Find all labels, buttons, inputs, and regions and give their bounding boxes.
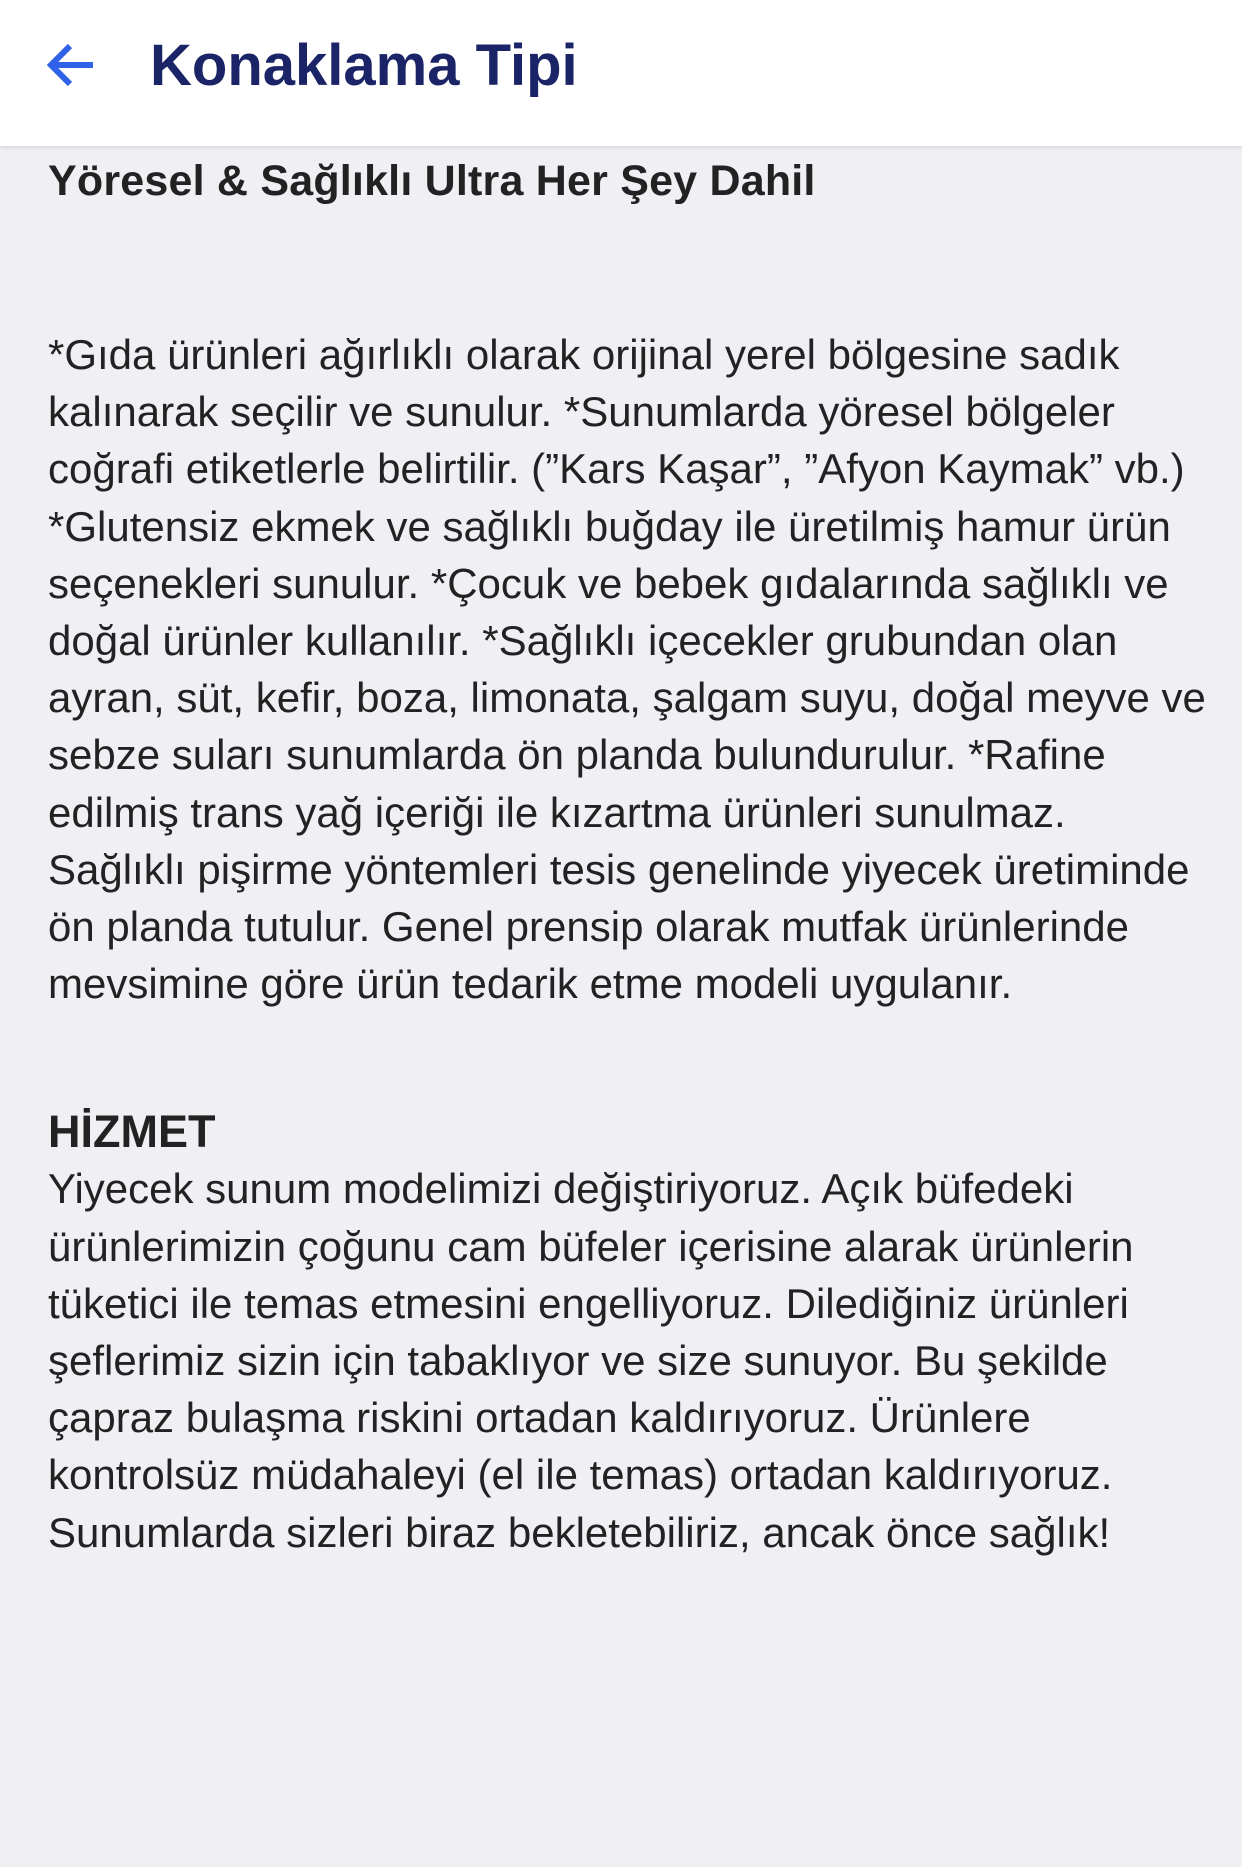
page-title: Konaklama Tipi — [150, 33, 578, 98]
back-button[interactable] — [38, 32, 104, 98]
hizmet-text: Yiyecek sunum modelimizi değiştiriyoruz. Açık büfedeki ürünlerimizin çoğunu cam büfeler içerisine alarak ürünlerin tüketici ile temas etmesini engelliyoruz. Dilediğiniz ürünleri şeflerimiz sizin için tabaklıyor ve size sunuyor. Bu şekilde çapraz bulaşma riskini ortadan kaldırıyoruz. Ürünlere kontrolsüz müdahaleyi (el ile temas) ortadan kaldırıyoruz. Sunumlarda sizleri biraz bekletebiliriz, ancak önce sağlık! — [48, 1165, 1134, 1556]
app-bar — [0, 0, 1242, 146]
section-title: Yöresel & Sağlıklı Ultra Her Şey Dahil — [48, 157, 816, 205]
hizmet-heading: HİZMET — [48, 1106, 216, 1158]
description-text: *Gıda ürünleri ağırlıklı olarak orijinal yerel bölgesine sadık kalınarak seçilir ve sunulur. *Sunumlarda yöresel bölgeler coğrafi etiketlerle belirtilir. (”Kars Kaşar”, ”Afyon Kaymak” vb.) *Glutensiz ekmek ve sağlıklı buğday ile üretilmiş hamur ürün seçenekleri sunulur. *Çocuk ve bebek gıdalarında sağlıklı ve doğal ürünler kullanılır. *Sağlıklı içecekler grubundan olan ayran, süt, kefir, boza, limonata, şalgam suyu, doğal meyve ve sebze suları sunumlarda ön planda bulundurulur. *Rafine edilmiş trans yağ içeriği ile kızartma ürünleri sunulmaz. Sağlıklı pişirme yöntemleri tesis genelinde yiyecek üretiminde ön planda tutulur. Genel prensip olarak mutfak ürünlerinde mevsimine göre ürün tedarik etme modeli uygulanır. — [48, 331, 1206, 1008]
arrow-left-icon — [41, 35, 101, 95]
content-area — [48, 150, 1213, 1561]
